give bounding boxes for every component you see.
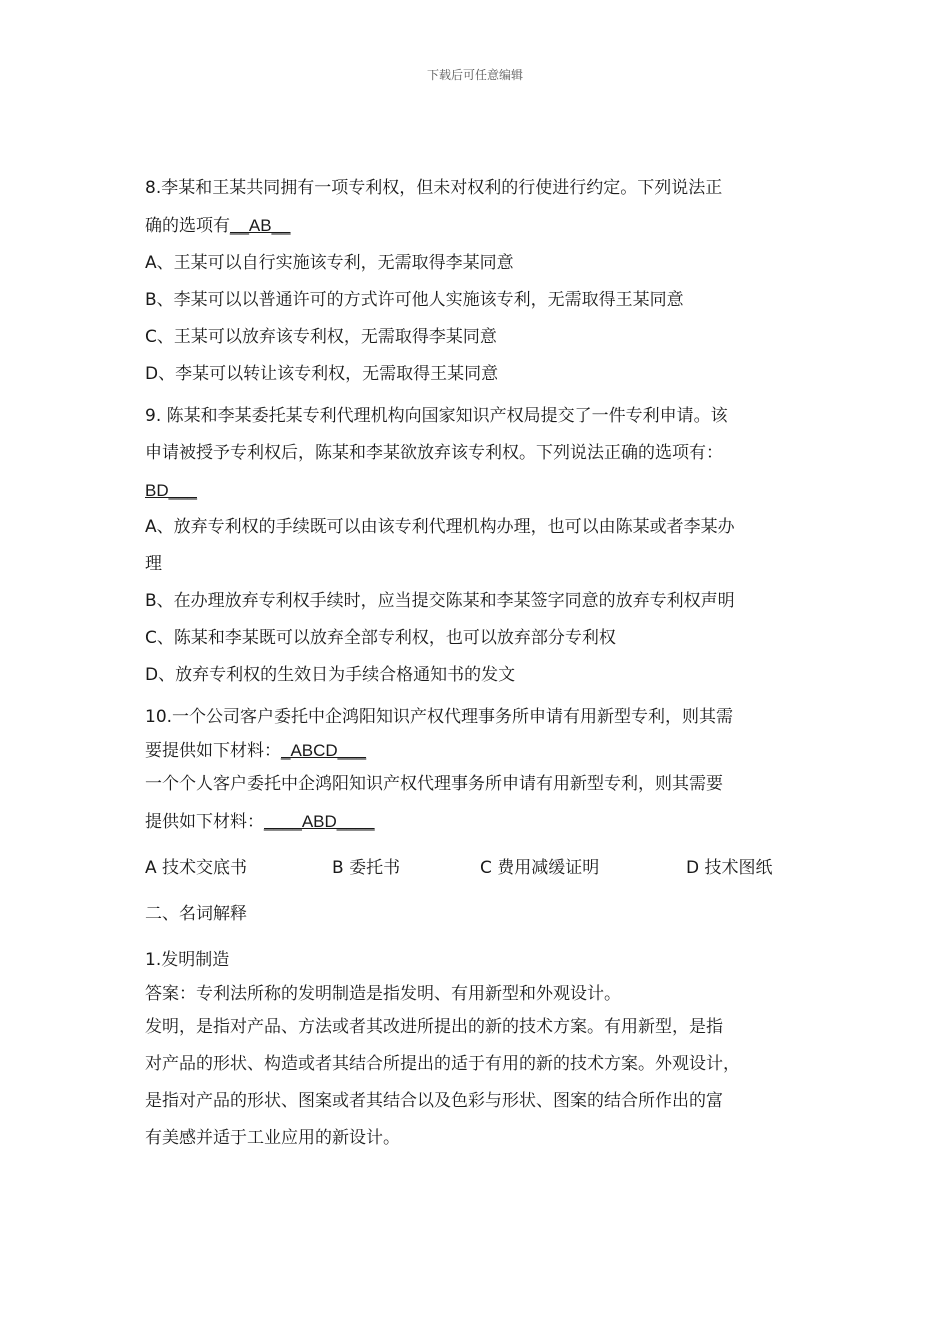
term-paragraph-line-2: 对产品的形状、构造或者其结合所提出的适于有用的新的技术方案。外观设计， <box>145 1054 740 1074</box>
question-8 <box>145 170 810 393</box>
question-10-choices <box>145 850 810 887</box>
question-10-stem-line-1: 10.一个公司客户委托中企鸿阳知识产权代理事务所申请有用新型专利，则其需 <box>145 707 734 727</box>
question-10-answer-company: _ABCD___ <box>281 741 367 760</box>
question-9-stem-line-1: 9. 陈某和李某委托某专利代理机构向国家知识产权局提交了一件专利申请。该 <box>145 406 728 426</box>
question-9-stem-line-2: 申请被授予专利权后，陈某和李某欲放弃该专利权。下列说法正确的选项有： <box>145 443 723 463</box>
question-8-stem-line-2 <box>145 207 810 245</box>
question-8-stem-prefix: 确的选项有 <box>145 216 230 236</box>
question-10-stem-prefix-2: 提供如下材料： <box>145 812 264 832</box>
document-body <box>145 170 810 1157</box>
section-heading: 二、名词解释 <box>145 904 247 924</box>
question-8-option-b: B、李某可以以普通许可的方式许可他人实施该专利，无需取得王某同意 <box>145 290 684 310</box>
question-8-answer: __AB__ <box>230 216 291 235</box>
question-10-stem-line-2 <box>145 736 810 766</box>
choice-d: D 技术图纸 <box>686 858 773 878</box>
question-9-option-a-line-1: A、放弃专利权的手续既可以由该专利代理机构办理，也可以由陈某或者李某办 <box>145 517 735 537</box>
term-paragraph-line-3: 是指对产品的形状、图案或者其结合以及色彩与形状、图案的结合所作出的富 <box>145 1091 723 1111</box>
question-9-option-c: C、陈某和李某既可以放弃全部专利权，也可以放弃部分专利权 <box>145 628 616 648</box>
term-paragraph-line-1: 发明，是指对产品、方法或者其改进所提出的新的技术方案。有用新型，是指 <box>145 1017 723 1037</box>
question-8-option-c: C、王某可以放弃该专利权，无需取得李某同意 <box>145 327 497 347</box>
term-title: 1.发明制造 <box>145 950 230 970</box>
question-8-option-d: D、李某可以转让该专利权，无需取得王某同意 <box>145 364 499 384</box>
section-2 <box>145 896 810 1157</box>
question-9-option-d: D、放弃专利权的生效日为手续合格通知书的发文 <box>145 665 516 685</box>
question-10-answer-individual: ____ABD____ <box>264 812 375 831</box>
question-10-stem-prefix: 要提供如下材料： <box>145 741 281 761</box>
question-9-option-a-line-2: 理 <box>145 554 162 574</box>
term-answer: 答案：专利法所称的发明制造是指发明、有用新型和外观设计。 <box>145 984 621 1004</box>
term-paragraph-line-4: 有美感并适于工业应用的新设计。 <box>145 1128 400 1148</box>
question-10-stem-line-4 <box>145 803 810 841</box>
question-10-stem-line-3: 一个个人客户委托中企鸿阳知识产权代理事务所申请有用新型专利，则其需要 <box>145 774 723 794</box>
question-8-stem-line-1: 8.李某和王某共同拥有一项专利权，但未对权利的行使进行约定。下列说法正 <box>145 178 723 198</box>
question-9 <box>145 398 810 694</box>
question-8-option-a: A、王某可以自行实施该专利，无需取得李某同意 <box>145 253 514 273</box>
choice-c: C 费用减缓证明 <box>480 858 600 878</box>
question-9-option-b: B、在办理放弃专利权手续时，应当提交陈某和李某签字同意的放弃专利权声明 <box>145 591 735 611</box>
question-9-answer: BD___ <box>145 481 197 500</box>
page-header: 下载后可任意编辑 <box>426 68 523 82</box>
question-10 <box>145 699 810 887</box>
choice-b: B 委托书 <box>332 858 401 878</box>
choice-a: A 技术交底书 <box>145 858 248 878</box>
